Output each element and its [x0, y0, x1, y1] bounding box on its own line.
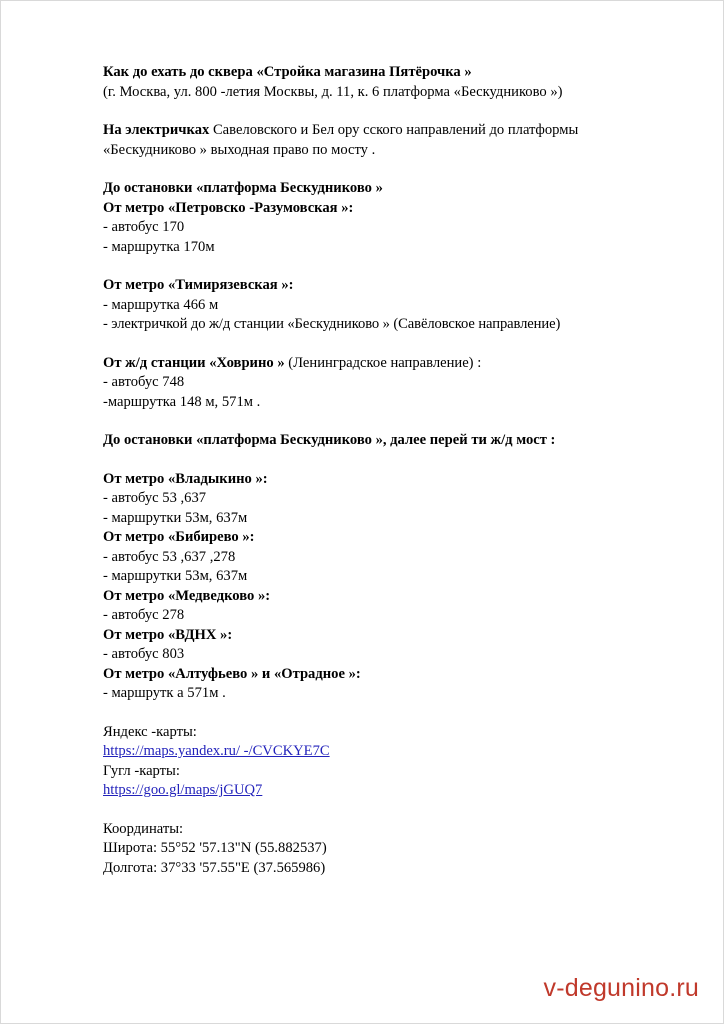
section2-group4-item1: - автобус 803 [103, 646, 185, 662]
section2-group3-item1: - автобус 278 [103, 607, 185, 623]
page-title: Как до ехать до сквера «Стройка магазина Пятёрочка » [103, 64, 472, 80]
section2-group1-heading: От метро «Владыкино »: [103, 470, 268, 487]
section2-group1-item1: - автобус 53 ,637 [103, 490, 207, 506]
section2-group3-heading: От метро «Медведково »: [103, 587, 271, 604]
google-maps-link[interactable]: https://goo.gl/maps/jGUQ7 [103, 782, 263, 798]
coordinates-longitude: Долгота: 37°33 '57.55"E (37.565986) [103, 859, 326, 876]
section1-group1-item2: - маршрутка 170м [103, 238, 215, 255]
section1-group2-item1: - маршрутка 466 м [103, 296, 219, 313]
intro-paragraph-line2: «Бескудниково » выходная право по мосту . [103, 141, 376, 158]
section1-group2-heading: От метро «Тимирязевская »: [103, 277, 294, 293]
section2-group2-item2: - маршрутки 53м, 637м [103, 568, 248, 584]
page-subtitle: (г. Москва, ул. 800 -летия Москвы, д. 11, к. 6 платформа «Бескудниково ») [103, 83, 563, 100]
section1-group3-heading-prefix: От ж/д станции «Ховрино » [103, 354, 285, 371]
site-watermark: v-degunino.ru [543, 974, 699, 1002]
google-maps-label: Гугл -карты: [103, 762, 180, 779]
section2-group2-item1: - автобус 53 ,637 ,278 [103, 548, 236, 565]
intro-bold-label: На электричках [103, 122, 210, 138]
section2-group4-heading: От метро «ВДНХ »: [103, 626, 233, 643]
section2-group2-heading: От метро «Бибирево »: [103, 529, 255, 545]
section2-group5-heading: От метро «Алтуфьево » и «Отрадное »: [103, 665, 361, 682]
yandex-maps-link[interactable]: https://maps.yandex.ru/ -/CVCKYE7C [103, 743, 330, 759]
section1-group3-item2: -маршрутка 148 м, 571м . [103, 393, 261, 410]
coordinates-label: Координаты: [103, 820, 184, 837]
coordinates-latitude: Широта: 55°52 '57.13"N (55.882537) [103, 840, 327, 856]
section2-group5-item1: - маршрутк а 571м . [103, 685, 226, 701]
section1-group3-heading-suffix: (Ленинградское направление) : [284, 354, 482, 371]
section1-group3-item1: - автобус 748 [103, 374, 185, 390]
section1-group2-item2: - электричкой до ж/д станции «Бескудниково » (Савёловское направление) [103, 316, 561, 332]
section1-group3-heading [103, 354, 663, 374]
section1-group1-item1: - автобус 170 [103, 219, 185, 235]
section1-group1-heading: От метро «Петровско -Разумовская »: [103, 199, 354, 216]
section1-heading: До остановки «платформа Бескудниково » [103, 180, 383, 196]
yandex-maps-label: Яндекс -карты: [103, 723, 197, 740]
intro-rest-text: Савеловского и Бел ору сского направлений до платформы [209, 122, 579, 138]
section2-heading: До остановки «платформа Бескудниково », далее перей ти ж/д мост : [103, 432, 556, 448]
document-body [103, 63, 663, 878]
section2-group1-item2: - маршрутки 53м, 637м [103, 509, 248, 526]
intro-paragraph-line1 [103, 121, 663, 141]
